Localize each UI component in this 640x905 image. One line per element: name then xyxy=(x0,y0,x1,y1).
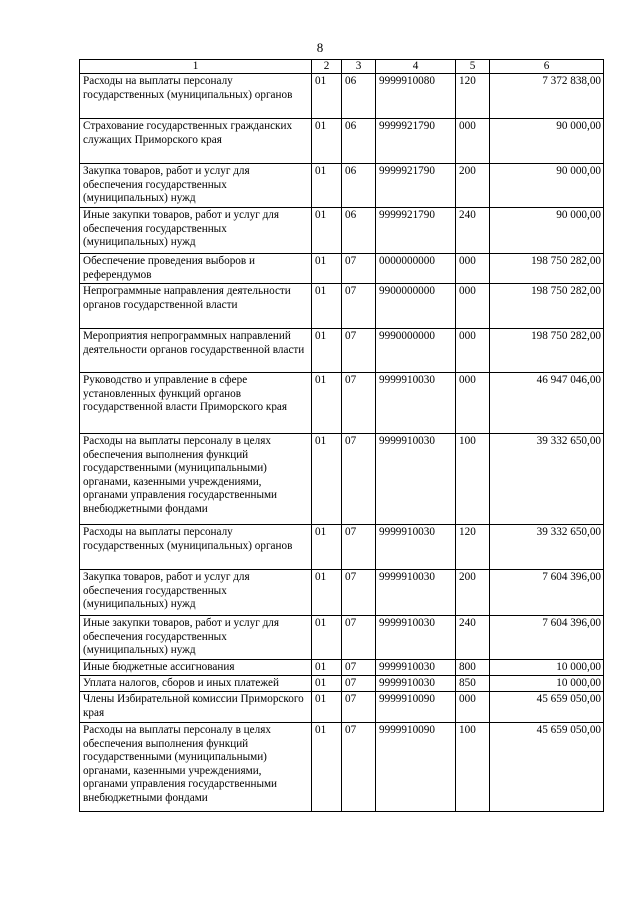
section-code: 01 xyxy=(312,164,342,208)
budget-table xyxy=(79,59,604,812)
expense-type-code: 000 xyxy=(456,284,490,329)
amount: 90 000,00 xyxy=(490,119,604,164)
target-article-code: 9999910030 xyxy=(376,616,456,660)
expense-name: Члены Избирательной комиссии Приморского края xyxy=(80,692,312,723)
target-article-code: 0000000000 xyxy=(376,254,456,284)
column-header: 1 xyxy=(80,60,312,74)
expense-name: Закупка товаров, работ и услуг для обеспечения государственных (муниципальных) нужд xyxy=(80,164,312,208)
section-code: 01 xyxy=(312,373,342,434)
expense-type-code: 240 xyxy=(456,208,490,254)
subsection-code: 06 xyxy=(342,164,376,208)
amount: 39 332 650,00 xyxy=(490,525,604,570)
section-code: 01 xyxy=(312,119,342,164)
section-code: 01 xyxy=(312,570,342,616)
section-code: 01 xyxy=(312,660,342,676)
expense-name: Расходы на выплаты персоналу в целях обеспечения выполнения функций государственными (муниципальными) органами, казенными учреждениями, органами управления государственными внебюджетными фондами xyxy=(80,434,312,525)
table-row xyxy=(80,570,604,616)
subsection-code: 06 xyxy=(342,119,376,164)
target-article-code: 9999910030 xyxy=(376,434,456,525)
subsection-code: 07 xyxy=(342,434,376,525)
target-article-code: 9999910090 xyxy=(376,723,456,812)
section-code: 01 xyxy=(312,525,342,570)
expense-type-code: 800 xyxy=(456,660,490,676)
section-code: 01 xyxy=(312,208,342,254)
expense-name: Обеспечение проведения выборов и референдумов xyxy=(80,254,312,284)
table-row xyxy=(80,329,604,373)
subsection-code: 07 xyxy=(342,660,376,676)
section-code: 01 xyxy=(312,434,342,525)
expense-name: Иные закупки товаров, работ и услуг для обеспечения государственных (муниципальных) нужд xyxy=(80,616,312,660)
target-article-code: 9999910030 xyxy=(376,676,456,692)
section-code: 01 xyxy=(312,676,342,692)
target-article-code: 9999910030 xyxy=(376,660,456,676)
table-row xyxy=(80,660,604,676)
amount: 46 947 046,00 xyxy=(490,373,604,434)
target-article-code: 9999921790 xyxy=(376,208,456,254)
target-article-code: 9999921790 xyxy=(376,119,456,164)
amount: 198 750 282,00 xyxy=(490,284,604,329)
expense-type-code: 200 xyxy=(456,570,490,616)
table-row xyxy=(80,434,604,525)
table-row xyxy=(80,119,604,164)
section-code: 01 xyxy=(312,284,342,329)
amount: 90 000,00 xyxy=(490,164,604,208)
table-row xyxy=(80,692,604,723)
amount: 39 332 650,00 xyxy=(490,434,604,525)
section-code: 01 xyxy=(312,329,342,373)
table-row xyxy=(80,723,604,812)
section-code: 01 xyxy=(312,692,342,723)
target-article-code: 9999910030 xyxy=(376,525,456,570)
expense-name: Мероприятия непрограммных направлений деятельности органов государственной власти xyxy=(80,329,312,373)
subsection-code: 06 xyxy=(342,74,376,119)
subsection-code: 07 xyxy=(342,616,376,660)
subsection-code: 07 xyxy=(342,525,376,570)
amount: 90 000,00 xyxy=(490,208,604,254)
table-row xyxy=(80,676,604,692)
subsection-code: 07 xyxy=(342,676,376,692)
expense-type-code: 000 xyxy=(456,692,490,723)
expense-name: Страхование государственных гражданских служащих Приморского края xyxy=(80,119,312,164)
subsection-code: 06 xyxy=(342,208,376,254)
target-article-code: 9999910030 xyxy=(376,570,456,616)
subsection-code: 07 xyxy=(342,329,376,373)
table-row xyxy=(80,373,604,434)
table-header-row xyxy=(80,60,604,74)
amount: 198 750 282,00 xyxy=(490,329,604,373)
target-article-code: 9990000000 xyxy=(376,329,456,373)
table-row xyxy=(80,284,604,329)
expense-type-code: 000 xyxy=(456,119,490,164)
expense-name: Расходы на выплаты персоналу государственных (муниципальных) органов xyxy=(80,525,312,570)
column-header: 5 xyxy=(456,60,490,74)
expense-name: Закупка товаров, работ и услуг для обеспечения государственных (муниципальных) нужд xyxy=(80,570,312,616)
expense-type-code: 000 xyxy=(456,329,490,373)
subsection-code: 07 xyxy=(342,254,376,284)
expense-name: Иные закупки товаров, работ и услуг для обеспечения государственных (муниципальных) нужд xyxy=(80,208,312,254)
column-header: 4 xyxy=(376,60,456,74)
amount: 7 604 396,00 xyxy=(490,570,604,616)
expense-type-code: 120 xyxy=(456,74,490,119)
expense-type-code: 120 xyxy=(456,525,490,570)
expense-type-code: 100 xyxy=(456,434,490,525)
amount: 7 372 838,00 xyxy=(490,74,604,119)
amount: 45 659 050,00 xyxy=(490,692,604,723)
expense-name: Расходы на выплаты персоналу государственных (муниципальных) органов xyxy=(80,74,312,119)
expense-type-code: 000 xyxy=(456,373,490,434)
expense-type-code: 000 xyxy=(456,254,490,284)
table-row xyxy=(80,616,604,660)
expense-type-code: 200 xyxy=(456,164,490,208)
target-article-code: 9999910030 xyxy=(376,373,456,434)
amount: 10 000,00 xyxy=(490,660,604,676)
expense-type-code: 240 xyxy=(456,616,490,660)
subsection-code: 07 xyxy=(342,570,376,616)
column-header: 3 xyxy=(342,60,376,74)
amount: 7 604 396,00 xyxy=(490,616,604,660)
expense-name: Иные бюджетные ассигнования xyxy=(80,660,312,676)
amount: 10 000,00 xyxy=(490,676,604,692)
expense-type-code: 100 xyxy=(456,723,490,812)
subsection-code: 07 xyxy=(342,692,376,723)
column-header: 2 xyxy=(312,60,342,74)
subsection-code: 07 xyxy=(342,723,376,812)
expense-name: Руководство и управление в сфере установленных функций органов государственной власти Приморского края xyxy=(80,373,312,434)
section-code: 01 xyxy=(312,723,342,812)
table-row xyxy=(80,74,604,119)
section-code: 01 xyxy=(312,74,342,119)
target-article-code: 9999910090 xyxy=(376,692,456,723)
amount: 45 659 050,00 xyxy=(490,723,604,812)
expense-type-code: 850 xyxy=(456,676,490,692)
expense-name: Уплата налогов, сборов и иных платежей xyxy=(80,676,312,692)
table-row xyxy=(80,525,604,570)
page-number: 8 xyxy=(316,40,324,55)
column-header: 6 xyxy=(490,60,604,74)
expense-name: Непрограммные направления деятельности органов государственной власти xyxy=(80,284,312,329)
section-code: 01 xyxy=(312,616,342,660)
target-article-code: 9999910080 xyxy=(376,74,456,119)
amount: 198 750 282,00 xyxy=(490,254,604,284)
table-row xyxy=(80,254,604,284)
subsection-code: 07 xyxy=(342,284,376,329)
section-code: 01 xyxy=(312,254,342,284)
target-article-code: 9900000000 xyxy=(376,284,456,329)
table-row xyxy=(80,208,604,254)
target-article-code: 9999921790 xyxy=(376,164,456,208)
subsection-code: 07 xyxy=(342,373,376,434)
expense-name: Расходы на выплаты персоналу в целях обеспечения выполнения функций государственными (муниципальными) органами, казенными учреждениями, органами управления государственными внебюджетными фондами xyxy=(80,723,312,812)
table-row xyxy=(80,164,604,208)
